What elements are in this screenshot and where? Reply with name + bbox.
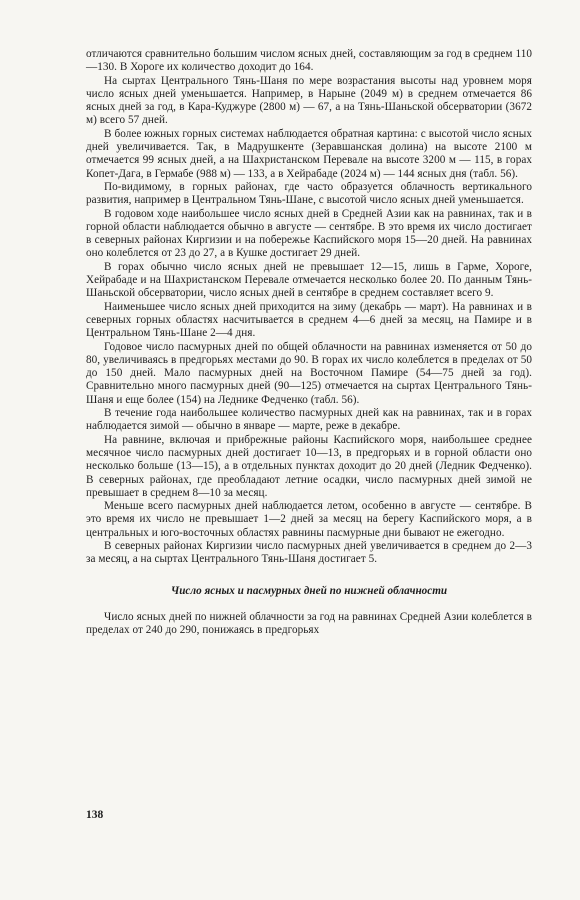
paragraph: В течение года наибольшее количество пасмурных дней как на равнинах, так и в горах наблюдается зимой — обычно в январе — марте, реже в декабре. xyxy=(86,407,532,433)
paragraph: В северных районах Киргизии число пасмурных дней увеличивается в среднем до 2—3 за месяц, а на сыртах Центрального Тянь-Шаня достигает 5. xyxy=(86,539,532,566)
page-number: 138 xyxy=(86,809,104,821)
paragraph: На сыртах Центрального Тянь-Шаня по мере возрастания высоты над уровнем моря число ясных дней уменьшается. Например, в Нарыне (2049 м) в среднем отмечается 86 ясных дней за год, в Кара-Куджуре (2800 м) — 67, а на Тянь-Шаньской обсерватории (3672 м) всего 57 дней. xyxy=(86,74,532,127)
paragraph: Годовое число пасмурных дней по общей облачности на равнинах изменяется от 50 до 80, увеличиваясь в предгорьях местами до 90. В горах их число колеблется в пределах от 50 до 150 дней. Мало пасмурных дней на Восточном Памире (54—75 дней за год). Сравнительно много пасмурных дней (90—125) отмечается на сыртах Центрального Тянь-Шаня и еще более (154) на Леднике Федченко (табл. 56). xyxy=(86,340,532,406)
paragraph: Наименьшее число ясных дней приходится на зиму (декабрь — март). На равнинах и в северных горных областях насчитывается в среднем 4—6 дней за месяц, на Памире и в Центральном Тянь-Шане 2—4 дня. xyxy=(86,300,532,340)
paragraph: В более южных горных системах наблюдается обратная картина: с высотой число ясных дней увеличивается. Так, в Мадрушкенте (Зеравшанская долина) на высоте 2100 м отмечается 99 ясных дней, а на Шахристанском Перевале на высоте 3200 м — 115, в горах Копет-Дага, в Гермабе (988 м) — 133, а в Хейрабаде (2024 м) — 144 ясных дня (табл. 56). xyxy=(86,127,532,180)
paragraph: По-видимому, в горных районах, где часто образуется облачность вертикального развития, например в Центральном Тянь-Шане, с высотой число ясных дней уменьшается. xyxy=(86,180,532,207)
section-heading: Число ясных и пасмурных дней по нижней облачности xyxy=(170,584,448,597)
paragraph: отличаются сравнительно большим числом ясных дней, составляющим за год в среднем 110—130. В Хороге их количество доходит до 164. xyxy=(86,48,532,74)
paragraph: В годовом ходе наибольшее число ясных дней в Средней Азии как на равнинах, так и в горной области наблюдается обычно в августе — сентябре. В это время их число достигает в северных районах Киргизии и на побережье Каспийского моря 15—20 дней. На равнинах оно колеблется от 23 до 27, а в Кушке достигает 29 дней. xyxy=(86,207,532,260)
paragraph: Число ясных дней по нижней облачности за год на равнинах Средней Азии колеблется в пределах от 240 до 290, понижаясь в предгорьях xyxy=(86,610,532,636)
text-column xyxy=(86,48,532,637)
paragraph: Меньше всего пасмурных дней наблюдается летом, особенно в августе — сентябре. В это время их число не превышает 1—2 дней за месяц на берегу Каспийского моря, а в центральных и юго-восточных областях равнины пасмурные дни бывают не ежегодно. xyxy=(86,500,532,539)
paragraph: На равнине, включая и прибрежные районы Каспийского моря, наибольшее среднее месячное число пасмурных дней достигает 10—13, в предгорьях и в горной области оно несколько больше (13—15), а в отдельных пунктах доходит до 20 дней (Ледник Федченко). В северных районах, где преобладают летние осадки, число пасмурных дней зимой не превышает в среднем 8—10 за месяц. xyxy=(86,433,532,499)
paragraph: В горах обычно число ясных дней не превышает 12—15, лишь в Гарме, Хороге, Хейрабаде и на Шахристанском Перевале отмечается несколько более 20. По данным Тянь-Шаньской обсерватории, число ясных дней в сентябре в среднем составляет всего 9. xyxy=(86,260,532,300)
